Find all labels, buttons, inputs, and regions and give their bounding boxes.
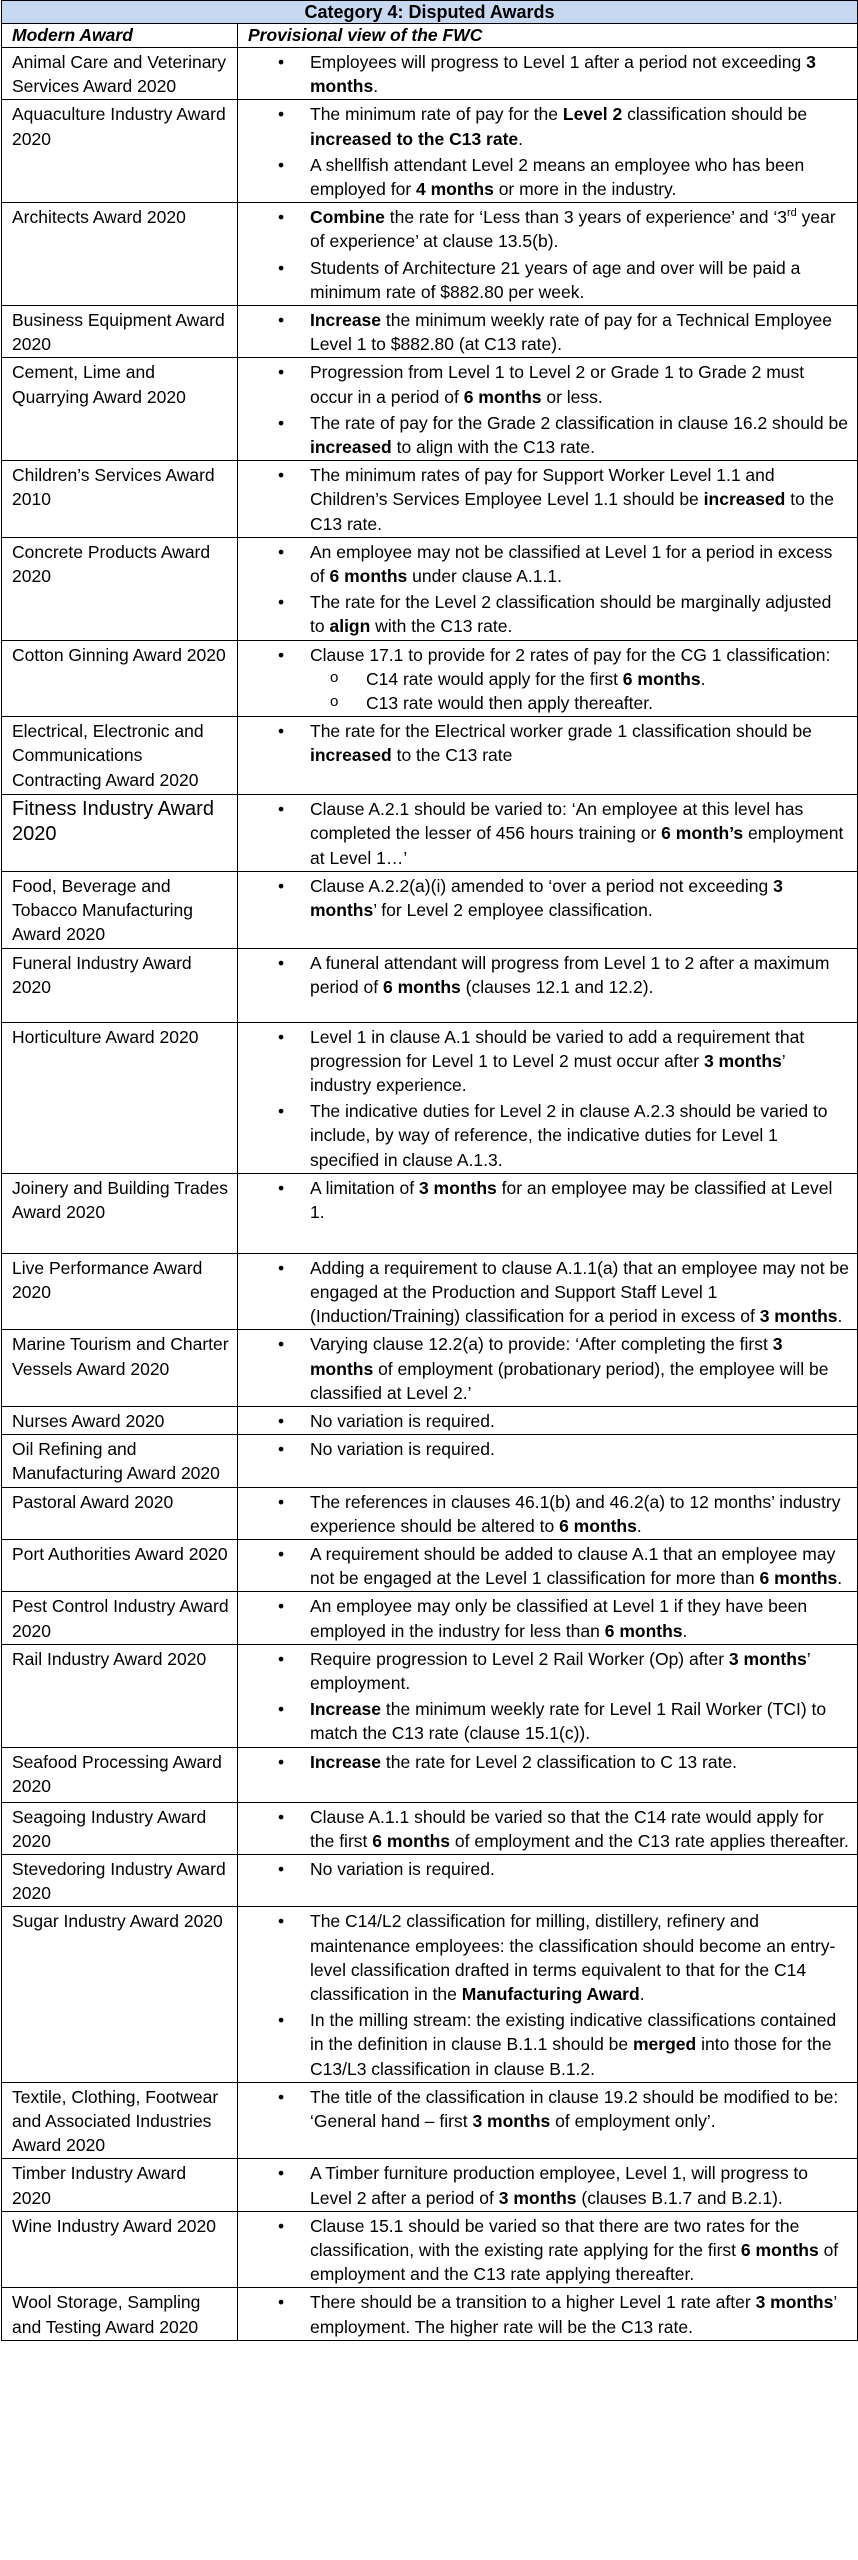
view-bullet: [238, 2085, 849, 2133]
text-segment: The references in clauses 46.1(b) and 46.2(a) to 12 months’ industry experience should be altered to: [310, 1491, 841, 1536]
text-segment: the rate for ‘Less than 3 years of experience’ and ‘3: [384, 207, 787, 228]
text-segment: .: [837, 1306, 843, 1327]
provisional-view: [238, 795, 858, 872]
text-segment: to align with the C13 rate.: [391, 437, 596, 458]
emphasis-text: 6 months: [382, 976, 461, 997]
view-bullet: [238, 1176, 849, 1224]
emphasis-text: Increase: [310, 1751, 382, 1772]
text-segment: employment at Level 1…’: [310, 823, 844, 868]
text-segment: In the milling stream: the existing indicative classifications contained in the definition in clause B.1.1 should be: [310, 2010, 837, 2055]
provisional-view: [238, 717, 858, 795]
text-segment: .: [837, 1568, 843, 1589]
table-row: [2, 2159, 858, 2211]
text-segment: The rate for the Electrical worker grade 1 classification should be: [310, 721, 812, 742]
text-segment: of employment and the C13 rate applies thereafter.: [450, 1830, 849, 1851]
award-name: Marine Tourism and Charter Vessels Award 2020: [2, 1330, 238, 1407]
emphasis-text: 3 months: [703, 1050, 782, 1071]
text-segment: A funeral attendant will progress from Level 1 to 2 after a maximum period of: [310, 952, 830, 997]
emphasis-text: increased: [703, 489, 786, 510]
table-row: [2, 537, 858, 640]
text-segment: No variation is required.: [310, 1410, 495, 1431]
table-body: [2, 48, 858, 2341]
view-bullet: [238, 1025, 849, 1098]
provisional-view: [238, 2211, 858, 2288]
text-segment: Level 1 in clause A.1 should be varied to add a requirement that progression for Level 1 to Level 2 must occur after: [310, 1026, 805, 1071]
text-segment: (clauses B.1.7 and B.2.1).: [576, 2187, 783, 2208]
text-segment: Students of Architecture 21 years of age and over will be paid a minimum rate of $882.80 per week.: [310, 257, 801, 302]
text-segment: year of experience’ at clause 13.5(b).: [310, 207, 836, 252]
view-bullet-list: [238, 1542, 849, 1590]
view-bullet: [238, 1409, 849, 1433]
table-row: [2, 2211, 858, 2288]
view-bullet-list: [238, 463, 849, 536]
award-name: Wool Storage, Sampling and Testing Award 2020: [2, 2288, 238, 2340]
text-segment: under clause A.1.1.: [407, 566, 562, 587]
view-bullet: [238, 1857, 849, 1881]
provisional-view: [238, 537, 858, 640]
text-segment: Adding a requirement to clause A.1.1(a) that an employee may not be engaged at the Production and Support Staff Level 1 (Induction/Training) classification for a period in excess of: [310, 1257, 849, 1327]
view-bullet-list: [238, 1256, 849, 1329]
award-name: Concrete Products Award 2020: [2, 537, 238, 640]
table-row: [2, 2288, 858, 2340]
emphasis-text: align: [329, 616, 371, 637]
text-segment: A limitation of: [310, 1177, 419, 1198]
column-header-award: Modern Award: [2, 24, 238, 48]
view-bullet-list: [238, 1909, 849, 2080]
view-bullet-list: [238, 2214, 849, 2287]
text-segment: ’ employment. The higher rate will be the C13 rate.: [310, 2292, 837, 2337]
text-segment: .: [636, 1515, 642, 1536]
text-segment: .: [700, 668, 706, 689]
view-bullet: [238, 1647, 849, 1695]
provisional-view: [238, 48, 858, 100]
view-bullet-list: [238, 1409, 849, 1433]
view-bullet: [238, 1594, 849, 1642]
award-name: Horticulture Award 2020: [2, 1022, 238, 1173]
view-bullet-list: [238, 1025, 849, 1172]
text-segment: .: [682, 1620, 688, 1641]
provisional-view: [238, 871, 858, 948]
view-bullet: [238, 540, 849, 588]
text-segment: Clause A.1.1 should be varied so that the C14 rate would apply for the first: [310, 1806, 824, 1851]
text-segment: There should be a transition to a higher Level 1 rate after: [310, 2292, 756, 2313]
view-bullet: [238, 308, 849, 356]
text-segment: .: [639, 1984, 645, 2004]
text-segment: the rate for Level 2 classification to C 13 rate.: [381, 1751, 738, 1772]
table-row: [2, 871, 858, 948]
view-sub-bullet: [310, 691, 849, 715]
award-name: Architects Award 2020: [2, 203, 238, 306]
view-bullet: [238, 1697, 849, 1745]
view-bullet-list: [238, 1805, 849, 1853]
text-segment: Progression from Level 1 to Level 2 or Grade 1 to Grade 2 must occur in a period of: [310, 362, 805, 407]
view-bullet-list: [238, 1332, 849, 1405]
text-segment: The rate for the Level 2 classification should be marginally adjusted to: [310, 592, 832, 637]
text-segment: .: [518, 128, 524, 149]
award-name: Food, Beverage and Tobacco Manufacturing Award 2020: [2, 871, 238, 948]
text-segment: with the C13 rate.: [370, 616, 513, 637]
view-bullet: [238, 1750, 849, 1774]
text-segment: to the C13 rate: [391, 745, 513, 766]
provisional-view: [238, 1253, 858, 1330]
text-segment: into those for the C13/L3 classification in clause B.1.2.: [310, 2034, 832, 2079]
view-bullet-list: [238, 205, 849, 304]
view-bullet: [238, 2008, 849, 2081]
text-segment: A requirement should be added to clause A.1 that an employee may not be engaged at the Level 1 classification for more than: [310, 1543, 836, 1589]
emphasis-text: 6 months: [604, 1620, 683, 1641]
table-row: [2, 1487, 858, 1539]
disputed-awards-table: [1, 0, 858, 2341]
award-name: Seagoing Industry Award 2020: [2, 1802, 238, 1854]
emphasis-text: 6 month’s: [661, 823, 744, 844]
text-segment: the minimum weekly rate for Level 1 Rail Worker (TCI) to match the C13 rate (clause 15.1(c)).: [310, 1699, 827, 1744]
award-name: Cotton Ginning Award 2020: [2, 640, 238, 717]
view-bullet-list: [238, 643, 849, 716]
text-segment: An employee may not be classified at Level 1 for a period in excess of: [310, 541, 833, 587]
view-bullet: [238, 1805, 849, 1853]
text-segment: Require progression to Level 2 Rail Worker (Op) after: [310, 1648, 729, 1669]
provisional-view: [238, 1539, 858, 1591]
table-row: [2, 1330, 858, 1407]
view-bullet: [238, 1542, 849, 1590]
view-bullet-list: [238, 1594, 849, 1642]
view-bullet: [238, 1256, 849, 1329]
award-name: Fitness Industry Award 2020: [2, 795, 238, 872]
emphasis-text: 6 months: [329, 566, 408, 587]
view-bullet-list: [238, 797, 849, 870]
view-bullet-list: [238, 2161, 849, 2209]
view-bullet-list: [238, 308, 849, 356]
emphasis-text: 3 months: [472, 2111, 551, 2132]
view-bullet: [238, 590, 849, 638]
award-name: Stevedoring Industry Award 2020: [2, 1854, 238, 1906]
view-bullet: [238, 1332, 849, 1405]
text-segment: The C14/L2 classification for milling, distillery, refinery and maintenance employees: the classification should become an entry-level classification drafted in terms equivalent to that for the C14 classification in the: [310, 1911, 836, 2004]
provisional-view: [238, 203, 858, 306]
provisional-view: [238, 306, 858, 358]
text-segment: or less.: [541, 386, 603, 407]
view-bullet: [238, 2161, 849, 2209]
emphasis-text: 4 months: [416, 179, 494, 200]
view-bullet-list: [238, 1176, 849, 1224]
emphasis-text: Increase: [310, 1699, 382, 1720]
award-name: Textile, Clothing, Footwear and Associated Industries Award 2020: [2, 2082, 238, 2159]
view-bullet: [238, 463, 849, 536]
table-row: [2, 2082, 858, 2159]
emphasis-text: 3 months: [310, 875, 783, 921]
category-title: Category 4: Disputed Awards: [2, 1, 858, 24]
table-row: [2, 1854, 858, 1906]
table-row: [2, 1022, 858, 1173]
provisional-view: [238, 2082, 858, 2159]
emphasis-text: 3 months: [728, 1648, 807, 1669]
text-segment: for an employee may be classified at Level 1.: [310, 1177, 833, 1222]
award-name: Seafood Processing Award 2020: [2, 1747, 238, 1802]
text-segment: The title of the classification in clause 19.2 should be modified to be: ‘General hand – first: [310, 2086, 839, 2132]
text-segment: A shellfish attendant Level 2 means an employee who has been employed for: [310, 154, 805, 200]
view-bullet: [238, 2214, 849, 2287]
table-row: [2, 1253, 858, 1330]
award-name: Electrical, Electronic and Communications Contracting Award 2020: [2, 717, 238, 795]
emphasis-text: 3 months: [310, 52, 816, 97]
text-segment: The rate of pay for the Grade 2 classification in clause 16.2 should be: [310, 412, 848, 433]
emphasis-text: 3 months: [759, 1306, 838, 1327]
table-row: [2, 1747, 858, 1802]
table-row: [2, 358, 858, 461]
view-bullet-list: [238, 360, 849, 459]
provisional-view: [238, 1173, 858, 1253]
text-segment: C13 rate would then apply thereafter.: [366, 693, 653, 714]
view-bullet-list: [238, 50, 849, 98]
emphasis-text: Increase: [310, 310, 382, 331]
view-bullet: [238, 50, 849, 98]
view-bullet-list: [238, 540, 849, 639]
award-name: Pastoral Award 2020: [2, 1487, 238, 1539]
view-bullet: [238, 1099, 849, 1172]
emphasis-text: Combine: [310, 207, 385, 228]
emphasis-text: Level 2: [562, 104, 623, 125]
view-bullet: [238, 643, 849, 716]
provisional-view: [238, 1854, 858, 1906]
emphasis-text: 3 months: [755, 2292, 834, 2313]
column-header-view: Provisional view of the FWC: [238, 24, 858, 48]
view-bullet-list: [238, 2085, 849, 2133]
emphasis-text: increased to the C13 rate: [310, 128, 519, 149]
view-bullet-list: [238, 2290, 849, 2338]
emphasis-text: 6 months: [559, 1515, 637, 1536]
table-row: [2, 1435, 858, 1487]
text-segment: Employees will progress to Level 1 after a period not exceeding: [310, 52, 807, 72]
table-row: [2, 640, 858, 717]
text-segment: Varying clause 12.2(a) to provide: ‘After completing the first: [310, 1334, 773, 1355]
view-bullet: [238, 797, 849, 870]
provisional-view: [238, 100, 858, 203]
award-name: Pest Control Industry Award 2020: [2, 1592, 238, 1644]
view-bullet-list: [238, 1750, 849, 1774]
award-name: Live Performance Award 2020: [2, 1253, 238, 1330]
award-name: Business Equipment Award 2020: [2, 306, 238, 358]
provisional-view: [238, 948, 858, 1022]
view-bullet: [238, 256, 849, 304]
view-bullet-list: [238, 1857, 849, 1881]
provisional-view: [238, 358, 858, 461]
view-bullet: [238, 1437, 849, 1461]
award-name: Children’s Services Award 2010: [2, 461, 238, 538]
emphasis-text: 3 months: [310, 1334, 783, 1379]
award-name: Cement, Lime and Quarrying Award 2020: [2, 358, 238, 461]
award-name: Port Authorities Award 2020: [2, 1539, 238, 1591]
table-row: [2, 1907, 858, 2082]
award-name: Nurses Award 2020: [2, 1406, 238, 1434]
award-name: Wine Industry Award 2020: [2, 2211, 238, 2288]
table-row: [2, 306, 858, 358]
view-sub-list: [310, 667, 849, 715]
text-segment: The minimum rate of pay for the: [310, 104, 563, 125]
text-segment: Clause 15.1 should be varied so that there are two rates for the classification, with the existing rate applying for the first: [310, 2215, 800, 2261]
text-segment: rd: [786, 207, 797, 220]
award-name: Timber Industry Award 2020: [2, 2159, 238, 2211]
text-segment: ’ employment.: [310, 1648, 810, 1693]
emphasis-text: 6 months: [759, 1568, 838, 1589]
text-segment: or more in the industry.: [493, 179, 677, 200]
emphasis-text: Manufacturing Award: [461, 1984, 640, 2004]
text-segment: of employment only’.: [550, 2111, 716, 2132]
view-bullet: [238, 1909, 849, 2006]
view-bullet: [238, 205, 849, 253]
view-bullet: [238, 2290, 849, 2338]
provisional-view: [238, 2288, 858, 2340]
emphasis-text: 3 months: [418, 1177, 497, 1198]
emphasis-text: 6 months: [740, 2240, 819, 2261]
view-bullet: [238, 719, 849, 767]
view-sub-bullet: [310, 667, 849, 691]
view-bullet: [238, 1490, 849, 1538]
table-row: [2, 1406, 858, 1434]
table-row: [2, 203, 858, 306]
table-row: [2, 1592, 858, 1644]
text-segment: the minimum weekly rate of pay for a Technical Employee Level 1 to $882.80 (at C13 rate).: [310, 310, 833, 355]
view-bullet-list: [238, 874, 849, 922]
table-row: [2, 1539, 858, 1591]
text-segment: The minimum rates of pay for Support Worker Level 1.1 and Children’s Services Employee Level 1.1 should be: [310, 465, 775, 510]
text-segment: Clause A.2.2(a)(i) amended to ‘over a period not exceeding: [310, 875, 774, 896]
view-bullet-list: [238, 1437, 849, 1461]
award-name: Rail Industry Award 2020: [2, 1644, 238, 1747]
text-segment: .: [373, 76, 379, 97]
text-segment: No variation is required.: [310, 1858, 495, 1879]
emphasis-text: increased: [310, 745, 392, 766]
text-segment: of employment and the C13 rate applying thereafter.: [310, 2240, 839, 2285]
table-row: [2, 1644, 858, 1747]
view-bullet-list: [238, 1647, 849, 1746]
award-name: Joinery and Building Trades Award 2020: [2, 1173, 238, 1253]
provisional-view: [238, 1747, 858, 1802]
text-segment: ’ for Level 2 employee classification.: [373, 900, 653, 921]
provisional-view: [238, 1406, 858, 1434]
emphasis-text: 6 months: [372, 1830, 451, 1851]
provisional-view: [238, 461, 858, 538]
text-segment: Clause 17.1 to provide for 2 rates of pay for the CG 1 classification:: [310, 644, 831, 665]
text-segment: ’ industry experience.: [310, 1050, 785, 1095]
view-bullet: [238, 102, 849, 150]
view-bullet: [238, 951, 849, 999]
view-bullet: [238, 874, 849, 922]
table-row: [2, 948, 858, 1022]
emphasis-text: merged: [633, 2034, 697, 2055]
provisional-view: [238, 1592, 858, 1644]
view-bullet: [238, 360, 849, 408]
provisional-view: [238, 1907, 858, 2082]
table-row: [2, 1173, 858, 1253]
view-bullet-list: [238, 951, 849, 999]
text-segment: to the C13 rate.: [310, 489, 835, 534]
text-segment: A Timber furniture production employee, Level 1, will progress to Level 2 after a period of: [310, 2163, 809, 2208]
award-name: Animal Care and Veterinary Services Award 2020: [2, 48, 238, 100]
view-bullet-list: [238, 1490, 849, 1538]
provisional-view: [238, 1802, 858, 1854]
provisional-view: [238, 1435, 858, 1487]
text-segment: C14 rate would apply for the first: [366, 668, 623, 689]
text-segment: classification should be: [622, 104, 808, 125]
text-segment: (clauses 12.1 and 12.2).: [460, 976, 654, 997]
text-segment: No variation is required.: [310, 1439, 495, 1460]
emphasis-text: increased: [310, 437, 392, 458]
table-row: [2, 48, 858, 100]
provisional-view: [238, 640, 858, 717]
emphasis-text: 6 months: [622, 668, 701, 689]
table-row: [2, 717, 858, 795]
view-bullet-list: [238, 719, 849, 767]
provisional-view: [238, 2159, 858, 2211]
provisional-view: [238, 1330, 858, 1407]
text-segment: of employment (probationary period), the employee will be classified at Level 2.’: [310, 1358, 829, 1403]
table-row: [2, 795, 858, 872]
provisional-view: [238, 1487, 858, 1539]
provisional-view: [238, 1644, 858, 1747]
text-segment: Clause A.2.1 should be varied to: ‘An employee at this level has completed the lesser of 456 hours training or: [310, 799, 804, 844]
award-name: Oil Refining and Manufacturing Award 2020: [2, 1435, 238, 1487]
emphasis-text: 6 months: [463, 386, 542, 407]
award-name: Funeral Industry Award 2020: [2, 948, 238, 1022]
view-bullet: [238, 411, 849, 459]
emphasis-text: 3 months: [498, 2187, 577, 2208]
text-segment: An employee may only be classified at Level 1 if they have been employed in the industry for less than: [310, 1596, 808, 1641]
award-name: Sugar Industry Award 2020: [2, 1907, 238, 2082]
award-name: Aquaculture Industry Award 2020: [2, 100, 238, 203]
table-row: [2, 461, 858, 538]
text-segment: The indicative duties for Level 2 in clause A.2.3 should be varied to include, by way of reference, the indicative duties for Level 1 specified in clause A.1.3.: [310, 1101, 828, 1170]
table-row: [2, 100, 858, 203]
table-row: [2, 1802, 858, 1854]
view-bullet: [238, 153, 849, 201]
view-bullet-list: [238, 102, 849, 201]
provisional-view: [238, 1022, 858, 1173]
